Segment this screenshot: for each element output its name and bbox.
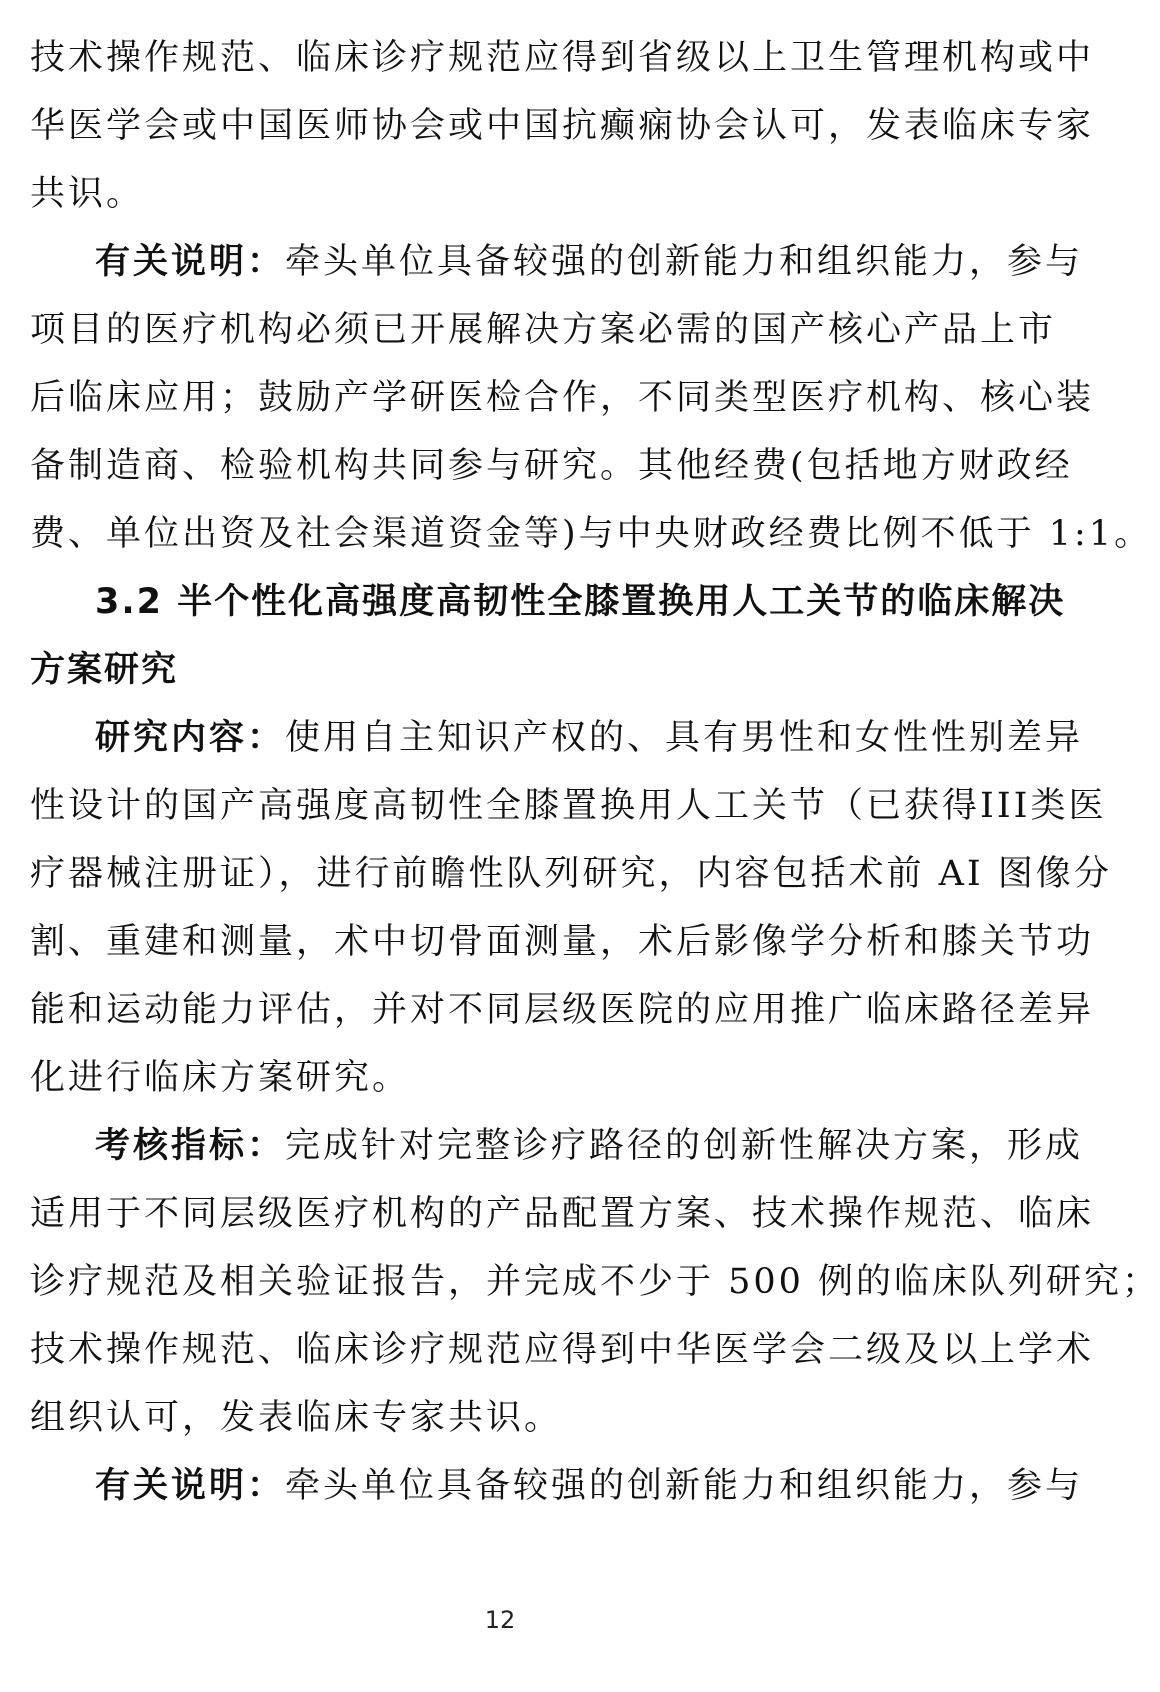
section-heading-continued: 方案研究 (30, 650, 179, 690)
assessment-label: 考核指标： (95, 1126, 286, 1166)
note-paragraph-first-line (95, 1466, 1083, 1506)
body-line: 性设计的国产高强度高韧性全膝置换用人工关节（已获得III类医 (30, 786, 1107, 826)
body-line: 技术操作规范、临床诊疗规范应得到中华医学会二级及以上学术 (30, 1330, 1095, 1370)
body-line: 适用于不同层级医疗机构的产品配置方案、技术操作规范、临床 (30, 1194, 1095, 1234)
body-line: 技术操作规范、临床诊疗规范应得到省级以上卫生管理机构或中 (30, 38, 1095, 78)
body-line: 共识。 (30, 174, 145, 214)
body-line: 华医学会或中国医师协会或中国抗癫痫协会认可，发表临床专家 (30, 106, 1095, 146)
body-line: 费、单位出资及社会渠道资金等)与中央财政经费比例不低于 1:1。 (30, 514, 1153, 554)
body-line: 化进行临床方案研究。 (30, 1058, 411, 1098)
body-line: 组织认可，发表临床专家共识。 (30, 1398, 563, 1438)
body-line: 备制造商、检验机构共同参与研究。其他经费(包括地方财政经 (30, 446, 1073, 486)
note-text: 牵头单位具备较强的创新能力和组织能力，参与 (285, 1466, 1084, 1506)
note-text: 牵头单位具备较强的创新能力和组织能力，参与 (285, 242, 1084, 282)
note-paragraph-first-line (95, 242, 1083, 282)
section-heading: 3.2 半个性化高强度高韧性全膝置换用人工关节的临床解决 (95, 582, 1066, 622)
body-line: 疗器械注册证），进行前瞻性队列研究，内容包括术前 AI 图像分 (30, 854, 1112, 894)
research-label: 研究内容： (95, 718, 286, 758)
research-paragraph-first-line (95, 718, 1083, 758)
body-line: 诊疗规范及相关验证报告，并完成不少于 500 例的临床队列研究； (30, 1262, 1160, 1302)
assessment-paragraph-first-line (95, 1126, 1083, 1166)
body-line: 能和运动能力评估，并对不同层级医院的应用推广临床路径差异 (30, 990, 1095, 1030)
assessment-text: 完成针对完整诊疗路径的创新性解决方案，形成 (285, 1126, 1084, 1166)
page-number: 12 (484, 1606, 516, 1634)
body-line: 割、重建和测量，术中切骨面测量，术后影像学分析和膝关节功 (30, 922, 1095, 962)
note-label: 有关说明： (95, 242, 286, 282)
note-label: 有关说明： (95, 1466, 286, 1506)
body-line: 项目的医疗机构必须已开展解决方案必需的国产核心产品上市 (30, 310, 1057, 350)
body-line: 后临床应用；鼓励产学研医检合作，不同类型医疗机构、核心装 (30, 378, 1095, 418)
research-text: 使用自主知识产权的、具有男性和女性性别差异 (285, 718, 1084, 758)
